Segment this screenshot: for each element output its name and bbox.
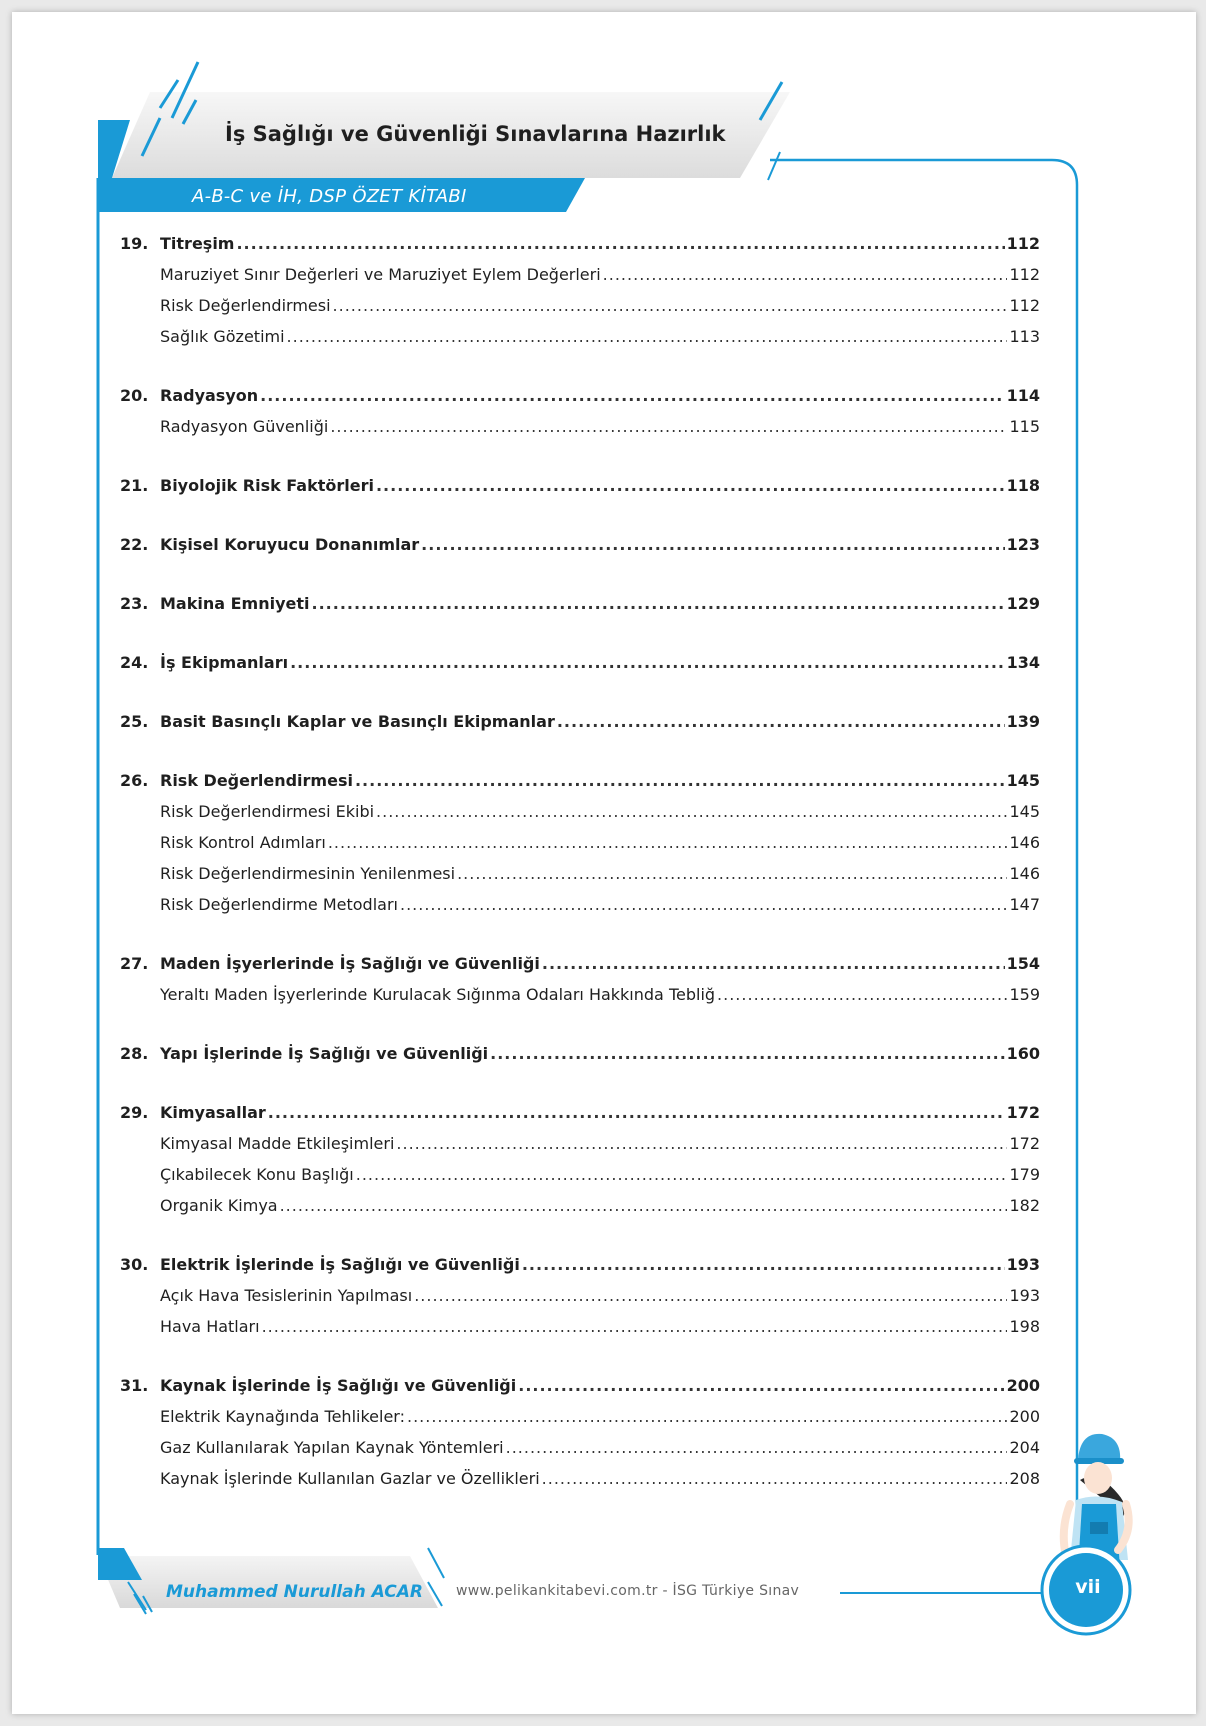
page-header-subtitle: A-B-C ve İH, DSP ÖZET KİTABI (192, 186, 467, 207)
toc-chapter-row (120, 706, 1040, 737)
toc-section-page: 204 (1009, 1438, 1040, 1457)
toc-chapter-title: Yapı İşlerinde İş Sağlığı ve Güvenliği (160, 1044, 489, 1063)
toc-chapter-title: Makina Emniyeti (160, 594, 310, 613)
toc-leader-dots (421, 529, 1004, 560)
toc-section-title: Çıkabilecek Konu Başlığı (160, 1165, 354, 1184)
toc-section-title: Kaynak İşlerinde Kullanılan Gazlar ve Özellikleri (160, 1469, 540, 1488)
toc-section-title: Radyasyon Güvenliği (160, 417, 329, 436)
toc-section-row (120, 1311, 1040, 1342)
toc-chapter-row (120, 1038, 1040, 1069)
toc-chapter-row (120, 1370, 1040, 1401)
toc-section-page: 146 (1009, 864, 1040, 883)
toc-leader-dots (603, 259, 1008, 290)
toc-section-row (120, 1401, 1040, 1432)
toc-section-title: Organik Kimya (160, 1196, 278, 1215)
toc-leader-dots (262, 1311, 1008, 1342)
toc-section-title: Risk Kontrol Adımları (160, 833, 326, 852)
toc-section-page: 112 (1009, 296, 1040, 315)
toc-leader-dots (356, 1159, 1008, 1190)
toc-chapter-number: 23. (120, 594, 149, 613)
toc-section-row (120, 1463, 1040, 1494)
toc-section-page: 113 (1009, 327, 1040, 346)
toc-chapter-title: Kişisel Koruyucu Donanımlar (160, 535, 420, 554)
toc-chapter-page: 160 (1006, 1044, 1040, 1063)
toc-chapter-row (120, 380, 1040, 411)
toc-section-row (120, 827, 1040, 858)
toc-leader-dots (400, 889, 1007, 920)
toc-leader-dots (457, 858, 1007, 889)
toc-chapter-number: 21. (120, 476, 149, 495)
toc-chapter-row (120, 647, 1040, 678)
toc-leader-dots (376, 470, 1005, 501)
toc-section-page: 145 (1009, 802, 1040, 821)
toc-chapter-number: 27. (120, 954, 149, 973)
toc-section-row (120, 796, 1040, 827)
toc-section-title: Risk Değerlendirmesi (160, 296, 331, 315)
toc-leader-dots (333, 290, 1008, 321)
toc-chapter-title: Titreşim (160, 234, 235, 253)
toc-leader-dots (717, 979, 1007, 1010)
toc-section-page: 115 (1009, 417, 1040, 436)
toc-chapter-title: Maden İşyerlerinde İş Sağlığı ve Güvenliği (160, 954, 540, 973)
toc-leader-dots (518, 1370, 1004, 1401)
toc-chapter-page: 123 (1006, 535, 1040, 554)
toc-section-row (120, 321, 1040, 352)
toc-leader-dots (407, 1401, 1007, 1432)
toc-leader-dots (490, 1038, 1004, 1069)
toc-section-title: Sağlık Gözetimi (160, 327, 285, 346)
toc-leader-dots (542, 1463, 1008, 1494)
toc-leader-dots (236, 228, 1004, 259)
toc-chapter-row (120, 228, 1040, 259)
toc-leader-dots (330, 411, 1007, 442)
toc-chapter-row (120, 948, 1040, 979)
toc-chapter-page: 139 (1006, 712, 1040, 731)
toc-chapter-row (120, 1097, 1040, 1128)
toc-chapter-row (120, 1249, 1040, 1280)
toc-section-page: 146 (1009, 833, 1040, 852)
table-of-contents (120, 228, 1040, 1494)
toc-chapter-page: 154 (1006, 954, 1040, 973)
toc-section-row (120, 1432, 1040, 1463)
toc-chapter-title: Biyolojik Risk Faktörleri (160, 476, 374, 495)
toc-section-title: Yeraltı Maden İşyerlerinde Kurulacak Sığınma Odaları Hakkında Tebliğ (160, 985, 716, 1004)
toc-leader-dots (260, 380, 1004, 411)
footer-author: Muhammed Nurullah ACAR (166, 1582, 423, 1602)
toc-leader-dots (355, 765, 1005, 796)
toc-section-page: 208 (1009, 1469, 1040, 1488)
toc-section-row (120, 979, 1040, 1010)
toc-section-page: 172 (1009, 1134, 1040, 1153)
toc-chapter-row (120, 529, 1040, 560)
toc-section-title: Açık Hava Tesislerinin Yapılması (160, 1286, 413, 1305)
toc-leader-dots (280, 1190, 1008, 1221)
toc-chapter-title: İş Ekipmanları (160, 653, 289, 672)
toc-section-row (120, 1159, 1040, 1190)
toc-chapter-row (120, 765, 1040, 796)
toc-section-row (120, 889, 1040, 920)
toc-section-row (120, 411, 1040, 442)
toc-section-page: 147 (1009, 895, 1040, 914)
toc-section-row (120, 259, 1040, 290)
toc-section-row (120, 858, 1040, 889)
toc-chapter-row (120, 588, 1040, 619)
toc-chapter-number: 28. (120, 1044, 149, 1063)
toc-chapter-row (120, 470, 1040, 501)
toc-section-row (120, 290, 1040, 321)
page-number: vii (1075, 1576, 1101, 1598)
toc-section-page: 193 (1009, 1286, 1040, 1305)
toc-section-title: Risk Değerlendirmesinin Yenilenmesi (160, 864, 456, 883)
toc-section-title: Risk Değerlendirme Metodları (160, 895, 398, 914)
toc-chapter-page: 134 (1006, 653, 1040, 672)
toc-leader-dots (506, 1432, 1008, 1463)
toc-section-row (120, 1128, 1040, 1159)
toc-chapter-number: 31. (120, 1376, 149, 1395)
toc-chapter-title: Radyasyon (160, 386, 259, 405)
toc-section-title: Maruziyet Sınır Değerleri ve Maruziyet Eylem Değerleri (160, 265, 601, 284)
toc-section-page: 179 (1009, 1165, 1040, 1184)
toc-section-row (120, 1280, 1040, 1311)
toc-chapter-page: 118 (1006, 476, 1040, 495)
toc-chapter-number: 22. (120, 535, 149, 554)
toc-section-title: Risk Değerlendirmesi Ekibi (160, 802, 375, 821)
toc-chapter-number: 30. (120, 1255, 149, 1274)
toc-leader-dots (328, 827, 1008, 858)
toc-chapter-title: Risk Değerlendirmesi (160, 771, 353, 790)
toc-chapter-page: 193 (1006, 1255, 1040, 1274)
footer-website: www.pelikankitabevi.com.tr - İSG Türkiye Sınav (456, 1583, 800, 1599)
toc-leader-dots (557, 706, 1005, 737)
toc-leader-dots (376, 796, 1007, 827)
toc-chapter-number: 20. (120, 386, 149, 405)
toc-leader-dots (542, 948, 1005, 979)
toc-section-page: 198 (1009, 1317, 1040, 1336)
toc-section-title: Gaz Kullanılarak Yapılan Kaynak Yöntemleri (160, 1438, 504, 1457)
toc-section-title: Hava Hatları (160, 1317, 260, 1336)
toc-leader-dots (287, 321, 1008, 352)
toc-chapter-number: 26. (120, 771, 149, 790)
toc-leader-dots (268, 1097, 1005, 1128)
toc-chapter-page: 145 (1006, 771, 1040, 790)
toc-chapter-page: 112 (1006, 234, 1040, 253)
page-header-title: İş Sağlığı ve Güvenliği Sınavlarına Hazırlık (225, 122, 726, 146)
toc-leader-dots (522, 1249, 1005, 1280)
toc-leader-dots (414, 1280, 1007, 1311)
toc-chapter-title: Basit Basınçlı Kaplar ve Basınçlı Ekipmanlar (160, 712, 555, 731)
toc-section-title: Kimyasal Madde Etkileşimleri (160, 1134, 395, 1153)
toc-section-page: 112 (1009, 265, 1040, 284)
toc-chapter-number: 24. (120, 653, 149, 672)
toc-section-title: Elektrik Kaynağında Tehlikeler: (160, 1407, 405, 1426)
toc-chapter-number: 19. (120, 234, 149, 253)
toc-chapter-title: Elektrik İşlerinde İş Sağlığı ve Güvenliği (160, 1255, 520, 1274)
toc-section-page: 182 (1009, 1196, 1040, 1215)
toc-chapter-page: 114 (1006, 386, 1040, 405)
toc-leader-dots (396, 1128, 1007, 1159)
toc-section-page: 200 (1009, 1407, 1040, 1426)
toc-section-page: 159 (1009, 985, 1040, 1004)
toc-chapter-title: Kimyasallar (160, 1103, 266, 1122)
toc-leader-dots (290, 647, 1005, 678)
toc-chapter-number: 25. (120, 712, 149, 731)
toc-leader-dots (312, 588, 1005, 619)
toc-chapter-page: 172 (1006, 1103, 1040, 1122)
toc-chapter-title: Kaynak İşlerinde İş Sağlığı ve Güvenliği (160, 1376, 517, 1395)
toc-chapter-page: 200 (1006, 1376, 1040, 1395)
toc-section-row (120, 1190, 1040, 1221)
toc-chapter-number: 29. (120, 1103, 149, 1122)
toc-chapter-page: 129 (1006, 594, 1040, 613)
